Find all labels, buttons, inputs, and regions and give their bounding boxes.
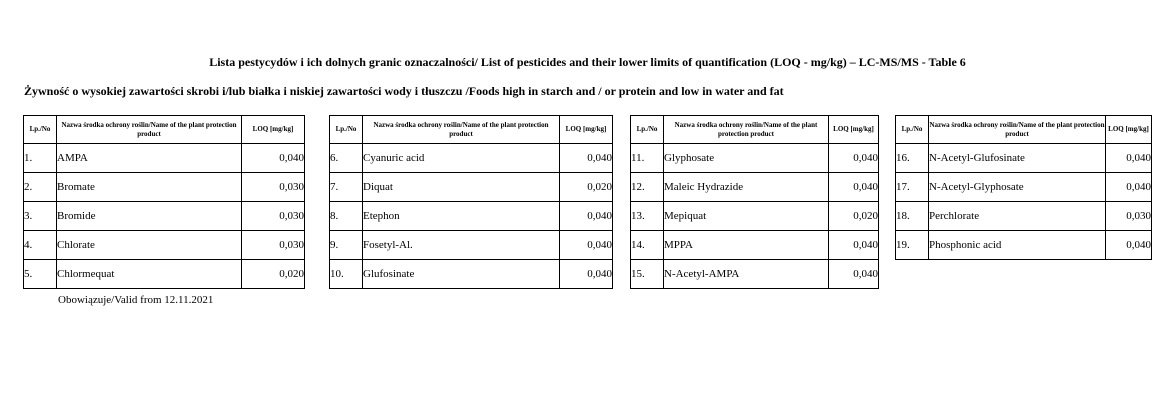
column-header-name: Nazwa środka ochrony roślin/Name of the plant protection product [929,116,1106,144]
table-row [24,202,305,231]
loq-value: 0,030 [242,202,305,231]
pesticide-name: Etephon [363,202,560,231]
table-header-row [24,116,305,144]
row-number: 6. [330,144,363,173]
pesticide-name: Diquat [363,173,560,202]
loq-value: 0,040 [1106,144,1152,173]
loq-value: 0,040 [829,231,879,260]
row-number: 19. [896,231,929,260]
pesticide-table-2 [329,115,613,289]
row-number: 3. [24,202,57,231]
table-row [631,202,879,231]
pesticide-name: Glyphosate [664,144,829,173]
row-number: 9. [330,231,363,260]
pesticide-name: AMPA [57,144,242,173]
pesticide-name: Bromate [57,173,242,202]
pesticide-name: Chlorate [57,231,242,260]
table-row [896,173,1152,202]
row-number: 12. [631,173,664,202]
pesticide-name: Cyanuric acid [363,144,560,173]
loq-value: 0,020 [829,202,879,231]
loq-value: 0,040 [829,144,879,173]
pesticide-name: Perchlorate [929,202,1106,231]
table-row [896,202,1152,231]
row-number: 13. [631,202,664,231]
document-title: Lista pestycydów i ich dolnych granic oznaczalności/ List of pesticides and their lower limits of quantification (LOQ - mg/kg) – LC-MS/MS - Table 6 [209,55,966,69]
table-row [330,260,613,289]
column-header-loq: LOQ [mg/kg] [560,116,613,144]
row-number: 8. [330,202,363,231]
table-row [24,144,305,173]
column-header-no: Lp./No [330,116,363,144]
table-row [330,202,613,231]
table-row [631,260,879,289]
pesticide-table-4 [895,115,1152,260]
row-number: 10. [330,260,363,289]
table-row [631,144,879,173]
row-number: 11. [631,144,664,173]
table-row [24,260,305,289]
table-row [631,231,879,260]
column-header-name: Nazwa środka ochrony roślin/Name of the plant protection product [664,116,829,144]
row-number: 2. [24,173,57,202]
column-header-no: Lp./No [896,116,929,144]
table-row [330,144,613,173]
row-number: 1. [24,144,57,173]
column-header-loq: LOQ [mg/kg] [1106,116,1152,144]
table-row [24,173,305,202]
pesticide-name: Glufosinate [363,260,560,289]
row-number: 7. [330,173,363,202]
pesticide-name: Phosphonic acid [929,231,1106,260]
loq-value: 0,020 [242,260,305,289]
row-number: 4. [24,231,57,260]
loq-value: 0,030 [242,173,305,202]
validity-note: Obowiązuje/Valid from 12.11.2021 [58,294,214,306]
column-header-name: Nazwa środka ochrony roślin/Name of the plant protection product [363,116,560,144]
table-header-row [896,116,1152,144]
loq-value: 0,040 [829,173,879,202]
loq-value: 0,040 [1106,231,1152,260]
column-header-no: Lp./No [24,116,57,144]
pesticide-table-1 [23,115,305,289]
loq-value: 0,040 [560,144,613,173]
loq-value: 0,020 [560,173,613,202]
row-number: 15. [631,260,664,289]
loq-value: 0,040 [560,202,613,231]
pesticide-name: Maleic Hydrazide [664,173,829,202]
row-number: 17. [896,173,929,202]
table-row [24,231,305,260]
column-header-no: Lp./No [631,116,664,144]
pesticide-name: N-Acetyl-AMPA [664,260,829,289]
row-number: 5. [24,260,57,289]
pesticide-name: N-Acetyl-Glufosinate [929,144,1106,173]
loq-value: 0,040 [560,260,613,289]
loq-value: 0,040 [829,260,879,289]
table-row [631,173,879,202]
table-header-row [631,116,879,144]
column-header-loq: LOQ [mg/kg] [242,116,305,144]
row-number: 16. [896,144,929,173]
pesticide-name: Fosetyl-Al. [363,231,560,260]
pesticide-name: Chlormequat [57,260,242,289]
pesticide-name: N-Acetyl-Glyphosate [929,173,1106,202]
pesticide-name: Bromide [57,202,242,231]
document-subtitle: Żywność o wysokiej zawartości skrobi i/lub białka i niskiej zawartości wody i tłuszczu /Foods high in starch and / or protein and low in water and fat [24,84,784,98]
pesticide-table-3 [630,115,879,289]
table-row [896,144,1152,173]
loq-value: 0,040 [560,231,613,260]
column-header-loq: LOQ [mg/kg] [829,116,879,144]
loq-value: 0,030 [242,231,305,260]
row-number: 18. [896,202,929,231]
table-row [330,173,613,202]
row-number: 14. [631,231,664,260]
table-header-row [330,116,613,144]
loq-value: 0,040 [1106,173,1152,202]
table-row [330,231,613,260]
loq-value: 0,030 [1106,202,1152,231]
pesticide-name: Mepiquat [664,202,829,231]
pesticide-name: MPPA [664,231,829,260]
table-row [896,231,1152,260]
column-header-name: Nazwa środka ochrony roślin/Name of the plant protection product [57,116,242,144]
loq-value: 0,040 [242,144,305,173]
